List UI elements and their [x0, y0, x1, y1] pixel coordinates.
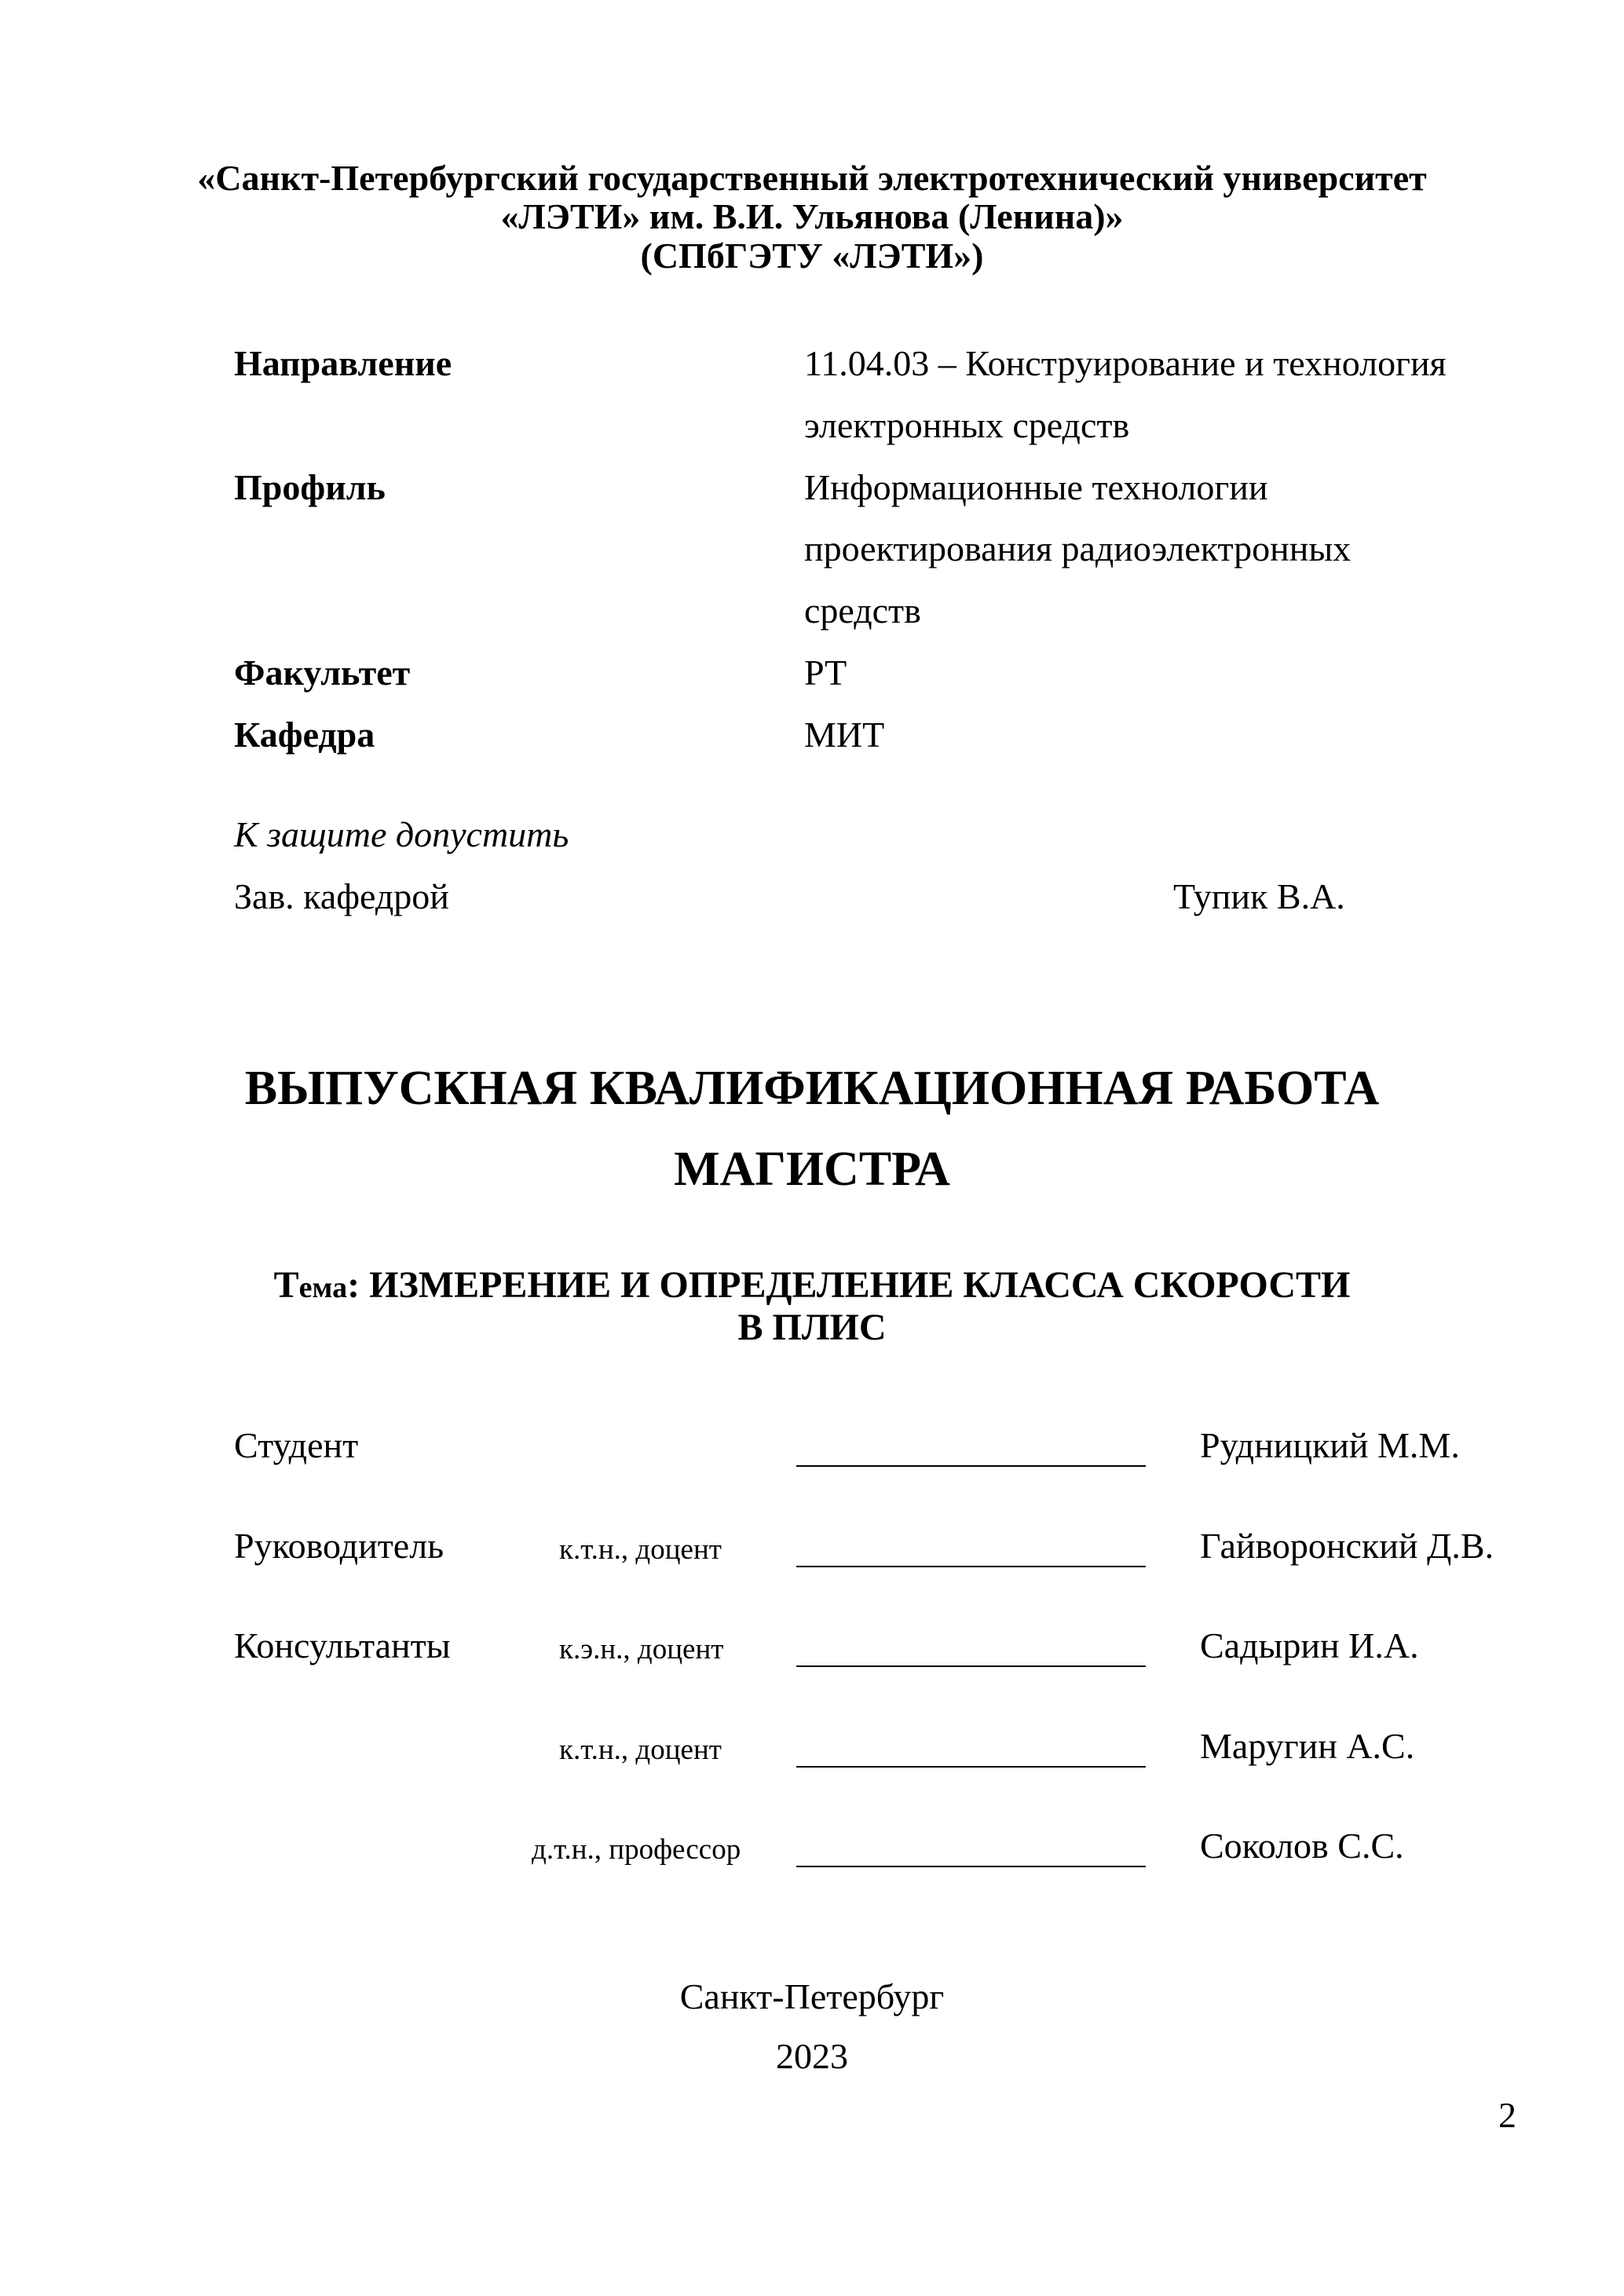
topic-text-1: ИЗМЕРЕНИЕ И ОПРЕДЕЛЕНИЕ КЛАССА СКОРОСТИ [360, 1264, 1351, 1306]
header-line-2: «ЛЭТИ» им. В.И. Ульянова (Ленина)» [500, 196, 1124, 236]
profile-value-1: Информационные технологии [804, 467, 1268, 507]
header-line-1: «Санкт-Петербургский государственный электротехнический университет [197, 158, 1427, 198]
direction-value-2: электронных средств [804, 405, 1130, 445]
person-name: Гайворонский Д.В. [1200, 1526, 1494, 1566]
role-label: Консультанты [234, 1625, 451, 1665]
topic-prefix-initial: Т [273, 1264, 299, 1306]
title-line-1: ВЫПУСКНАЯ КВАЛИФИКАЦИОННАЯ РАБОТА [244, 1062, 1380, 1115]
faculty-label: Факультет [234, 653, 411, 693]
profile-label: Профиль [234, 467, 386, 507]
signature-line [796, 1566, 1146, 1567]
department-label: Кафедра [234, 715, 375, 755]
signature-line [796, 1465, 1146, 1467]
city: Санкт-Петербург [679, 1976, 945, 2016]
faculty-value: РТ [804, 653, 847, 693]
signature-line [796, 1766, 1146, 1768]
person-name: Рудницкий М.М. [1200, 1425, 1460, 1465]
person-name: Соколов С.С. [1200, 1826, 1404, 1866]
header-line-3: (СПбГЭТУ «ЛЭТИ») [640, 236, 984, 276]
role-label: Руководитель [234, 1526, 444, 1566]
signature-line [796, 1665, 1146, 1667]
topic-prefix-rest: ема [298, 1271, 348, 1304]
profile-value-2: проектирования радиоэлектронных [804, 528, 1352, 569]
person-name: Маругин А.С. [1200, 1726, 1415, 1766]
topic-line-2: В ПЛИС [737, 1307, 887, 1348]
direction-label: Направление [234, 343, 452, 383]
direction-value-1: 11.04.03 – Конструирование и технология [804, 343, 1447, 383]
profile-value-3: средств [804, 590, 921, 631]
topic-colon: : [347, 1264, 360, 1306]
year: 2023 [776, 2036, 848, 2076]
degree-label: к.т.н., доцент [559, 1734, 722, 1766]
title-line-2: МАГИСТРА [674, 1143, 950, 1196]
head-name: Тупик В.А. [1173, 876, 1345, 916]
degree-label: д.т.н., профессор [532, 1834, 741, 1866]
department-value: МИТ [804, 715, 885, 755]
admit-text: К защите допустить [234, 814, 569, 854]
role-label: Студент [234, 1425, 359, 1465]
person-name: Садырин И.А. [1200, 1625, 1419, 1665]
signature-line [796, 1866, 1146, 1867]
page-number: 2 [1498, 2095, 1516, 2135]
degree-label: к.т.н., доцент [559, 1534, 722, 1566]
degree-label: к.э.н., доцент [559, 1633, 724, 1665]
head-label: Зав. кафедрой [234, 876, 449, 916]
